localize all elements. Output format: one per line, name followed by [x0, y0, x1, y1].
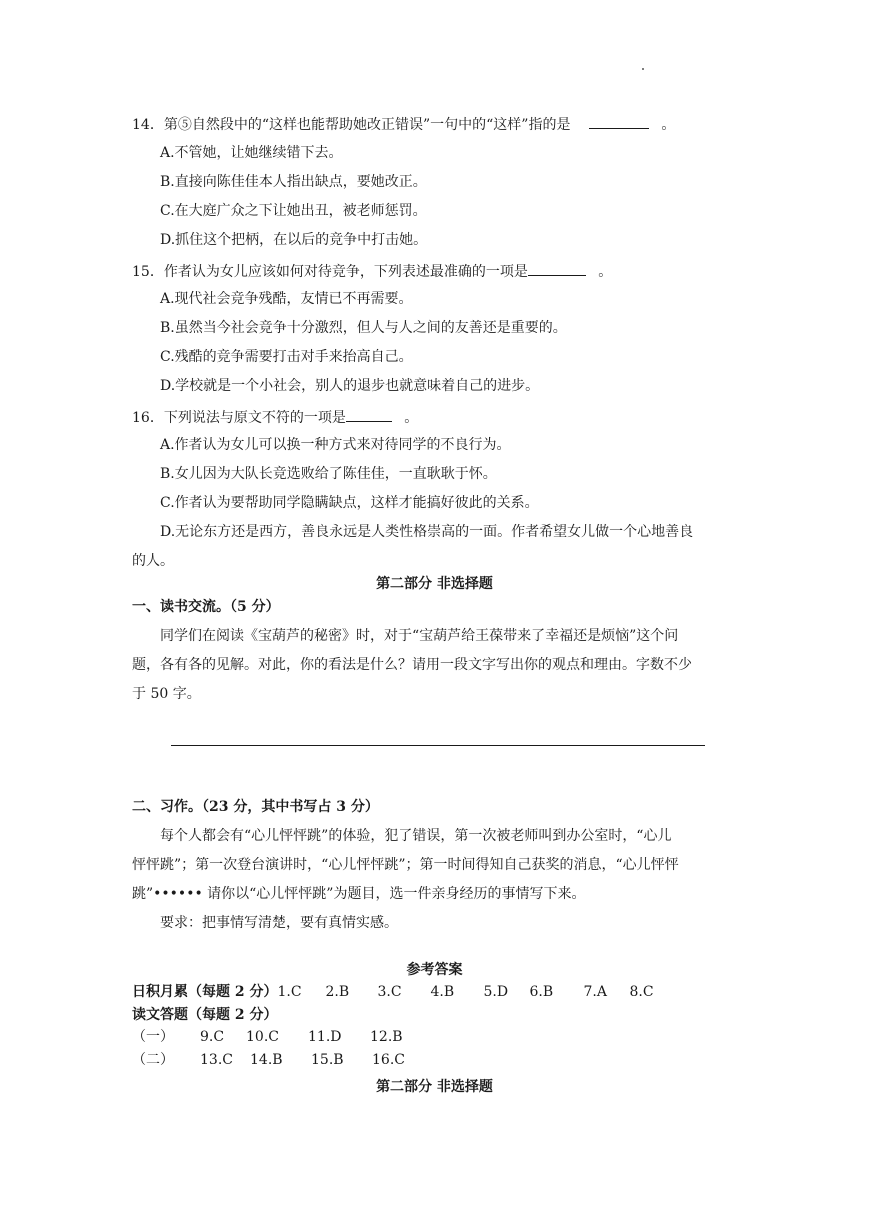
option-14-d: D.抓住这个把柄，在以后的竞争中打击她。 [160, 232, 428, 248]
answer-item: 10.C [246, 1029, 279, 1045]
answers-footer-title: 第二部分 非选择题 [376, 1079, 493, 1095]
answer-item: 12.B [370, 1029, 403, 1045]
answer-line[interactable] [171, 745, 705, 746]
writing-text-line3: 跳”•••••• 请你以“心儿怦怦跳”为题目，选一件亲身经历的事情写下来。 [132, 886, 586, 902]
answer-item: 13.C [200, 1052, 233, 1068]
answers-row-3 [132, 1028, 403, 1046]
answer-item: 11.D [308, 1029, 342, 1045]
option-16-d-line2: 的人。 [132, 553, 174, 569]
question-16-stem: 16．下列说法与原文不符的一项是 [132, 410, 346, 426]
question-15-end: 。 [598, 264, 613, 280]
option-14-a: A.不管她，让她继续错下去。 [160, 145, 343, 161]
reading-text-line2: 题，各有各的见解。对此，你的看法是什么？请用一段文字写出你的观点和理由。字数不少 [132, 657, 692, 673]
question-14 [132, 114, 675, 134]
option-15-d: D.学校就是一个小社会，别人的退步也就意味着自己的进步。 [160, 378, 540, 394]
answer-item: 15.B [311, 1052, 344, 1068]
option-16-d-line1: D.无论东方还是西方，善良永远是人类性格崇高的一面。作者希望女儿做一个心地善良 [160, 524, 694, 540]
question-14-blank[interactable] [589, 114, 649, 129]
option-16-a: A.作者认为女儿可以换一种方式来对待同学的不良行为。 [160, 437, 511, 453]
question-15-blank[interactable] [528, 261, 586, 276]
answers-row-2-label: 读文答题（每题 2 分） [132, 1007, 278, 1023]
question-15-stem: 15．作者认为女儿应该如何对待竞争，下列表述最准确的一项是 [132, 264, 528, 280]
answers-row-4-label: （二） [132, 1052, 174, 1068]
option-16-b: B.女儿因为大队长竞选败给了陈佳佳，一直耿耿于怀。 [160, 466, 497, 482]
answer-item: 16.C [372, 1052, 405, 1068]
question-15 [132, 261, 612, 281]
answers-row-4 [132, 1051, 405, 1069]
answers-row-1 [132, 983, 654, 1001]
question-14-stem: 14．第⑤自然段中的“这样也能帮助她改正错误”一句中的“这样”指的是 [132, 117, 571, 133]
answer-item: 14.B [250, 1052, 283, 1068]
answer-item: 3.C [377, 984, 402, 1000]
writing-heading: 二、习作。（23 分，其中书写占 3 分） [132, 799, 379, 815]
answers-row-3-label: （一） [132, 1029, 174, 1045]
option-14-c: C.在大庭广众之下让她出丑，被老师惩罚。 [160, 203, 427, 219]
option-15-b: B.虽然当今社会竞争十分激烈，但人与人之间的友善还是重要的。 [160, 320, 567, 336]
reading-text-line3: 于 50 字。 [132, 686, 201, 702]
question-16-end: 。 [404, 410, 419, 426]
page-dot [642, 68, 644, 70]
answer-item: 6.B [529, 984, 554, 1000]
writing-text-line1: 每个人都会有“心儿怦怦跳”的体验，犯了错误，第一次被老师叫到办公室时，“心儿 [160, 828, 672, 844]
answer-item: 1.C [277, 984, 302, 1000]
answer-item: 5.D [483, 984, 509, 1000]
answer-item: 7.A [583, 984, 607, 1000]
answer-item: 9.C [200, 1029, 225, 1045]
option-15-a: A.现代社会竞争残酷，友情已不再需要。 [160, 291, 413, 307]
answer-item: 8.C [629, 984, 654, 1000]
question-14-end: 。 [661, 117, 676, 133]
answer-item: 2.B [325, 984, 350, 1000]
part2-title: 第二部分 非选择题 [376, 576, 493, 592]
question-16-blank[interactable] [346, 407, 392, 422]
answers-row-1-label: 日积月累（每题 2 分） [132, 984, 278, 1000]
answer-item: 4.B [430, 984, 455, 1000]
option-16-c: C.作者认为要帮助同学隐瞒缺点，这样才能搞好彼此的关系。 [160, 495, 539, 511]
option-15-c: C.残酷的竞争需要打击对手来抬高自己。 [160, 349, 413, 365]
reading-text-line1: 同学们在阅读《宝葫芦的秘密》时，对于“宝葫芦给王葆带来了幸福还是烦恼”这个问 [160, 628, 679, 644]
option-14-b: B.直接向陈佳佳本人指出缺点，要她改正。 [160, 174, 427, 190]
writing-text-line2: 怦怦跳”；第一次登台演讲时，“心儿怦怦跳”；第一时间得知自己获奖的消息，“心儿怦怦 [132, 857, 679, 873]
reading-heading: 一、读书交流。（5 分） [132, 599, 280, 615]
answers-title: 参考答案 [406, 962, 463, 978]
question-16 [132, 407, 418, 427]
writing-requirement: 要求：把事情写清楚，要有真情实感。 [160, 915, 398, 931]
